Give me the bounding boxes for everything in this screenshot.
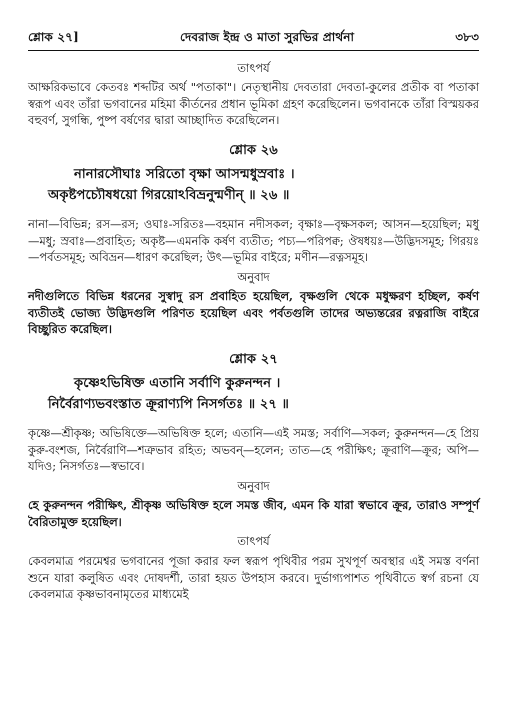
purport-section-1 (28, 60, 479, 129)
synonyms-text: নানা—বিভিন্ন; রস—রস; ওঘাঃ-সরিতঃ—বহমান নদীসকল; বৃক্ষাঃ—বৃক্ষসকল; আসন—হয়েছিল; মধু—মধু; স্রবাঃ—প্রবাহিত; অকৃষ্ট—এমনকি কর্ষণ ব্যতীত; পচ্য—পরিপক্ব; ঔষধয়ঃ—উদ্ভিদসমূহ; গিরয়ঃ—পর্বতসমূহ; অবিভ্রন—ধারণ করেছিল; উৎ—ভূমির বাইরে; মণীন—রত্নসমূহ। (28, 217, 479, 265)
verse-line-1: কৃষ্ণেঽভিষিক্ত এতানি সর্বাণি কুরুনন্দন । (74, 376, 281, 392)
synonyms-text: কৃষ্ণে—শ্রীকৃষ্ণ; অভিষিক্তে—অভিষিক্ত হলে; এতানি—এই সমস্ত; সর্বাণি—সকল; কুরুনন্দন—হে প্রিয় কুরু-বংশজ, নির্বৈরাণি—শত্রুভাব রহিত; অভবন্—হলেন; তাত—হে পরীক্ষিৎ; ক্রূরাণি—ক্রূর; অপি—যদিও; নিসর্গতঃ—স্বভাবে। (28, 426, 479, 474)
verse-heading: শ্লোক ২৭ (229, 351, 278, 367)
verse-text (28, 164, 479, 206)
verse-27-section (28, 350, 479, 603)
header-verse-ref: শ্লোক ২৭] (28, 30, 79, 44)
purport-title: তাৎপর্য (237, 60, 270, 75)
purport-title: তাৎপর্য (237, 534, 270, 549)
header-rule (28, 50, 479, 51)
header-chapter-title: দেবরাজ ইন্দ্র ও মাতা সুরভির প্রার্থনা (180, 30, 355, 44)
translation-title: অনুবাদ (237, 269, 270, 284)
verse-line-1: নানারসৌঘাঃ সরিতো বৃক্ষা আসন্মধুস্রবাঃ । (74, 166, 295, 182)
translation-title: অনুবাদ (237, 478, 270, 493)
translation-text: নদীগুলিতে বিভিন্ন ধরনের সুস্বাদু রস প্রবাহিত হয়েছিল, বৃক্ষগুলি থেকে মধুক্ষরণ হচ্ছিল, কর্ষণ ব্যতীতই ভোজ্য উদ্ভিদগুলি পরিণত হয়েছিল এবং পর্বতগুলি তাদের অভ্যন্তরের রত্নরাজি বাইরে বিচ্ছুরিত করেছিল। (28, 289, 479, 337)
purport-text: আক্ষরিকভাবে কেতবঃ শব্দটির অর্থ "পতাকা"। নেতৃস্থানীয় দেবতারা দেবতা-কুলের প্রতীক বা পতাকা স্বরূপ এবং তাঁরা ভগবানের মহিমা কীর্তনের প্রধান ভূমিকা গ্রহণ করেছিলেন। ভগবানকে তাঁরা বিস্ময়কর বহুবর্ণ, সুগন্ধি, পুষ্প বর্ষণের দ্বারা আচ্ছাদিত করেছিলেন। (28, 80, 479, 128)
verse-line-2: অকৃষ্টপচ্যৌষধয়ো গিরয়োঽবিভ্রনুন্মণীন্ ॥ ২৬ ॥ (48, 188, 290, 204)
verse-text (28, 373, 479, 415)
running-header (28, 30, 479, 45)
verse-heading: শ্লোক ২৬ (229, 142, 278, 158)
page-number: ৩৮৩ (455, 30, 479, 44)
translation-text: হে কুরুনন্দন পরীক্ষিৎ, শ্রীকৃষ্ণ অভিষিক্ত হলে সমস্ত জীব, এমন কি যারা স্বভাবে ক্রূর, তারাও সম্পূর্ণ বৈরিতামুক্ত হয়েছিল। (28, 498, 479, 529)
verse-line-2: নির্বৈরাণ্যভবংস্তাত ক্রূরাণ্যপি নিসর্গতঃ ॥ ২৭ ॥ (48, 397, 290, 413)
verse-26-section (28, 141, 479, 338)
purport-text: কেবলমাত্র পরমেশ্বর ভগবানের পূজা করার ফল স্বরূপ পৃথিবীর পরম সুখপূর্ণ অবস্থার এই সমস্ত বর্ণনা শুনে যারা কলুষিত এবং দোষদর্শী, তারা হয়ত উপহাস করবে। দুর্ভাগ্যপাশত পৃথিবীতে স্বর্গ রচনা যে কেবলমাত্র কৃষ্ণভাবনামৃতের মাধ্যমেই (28, 553, 479, 602)
